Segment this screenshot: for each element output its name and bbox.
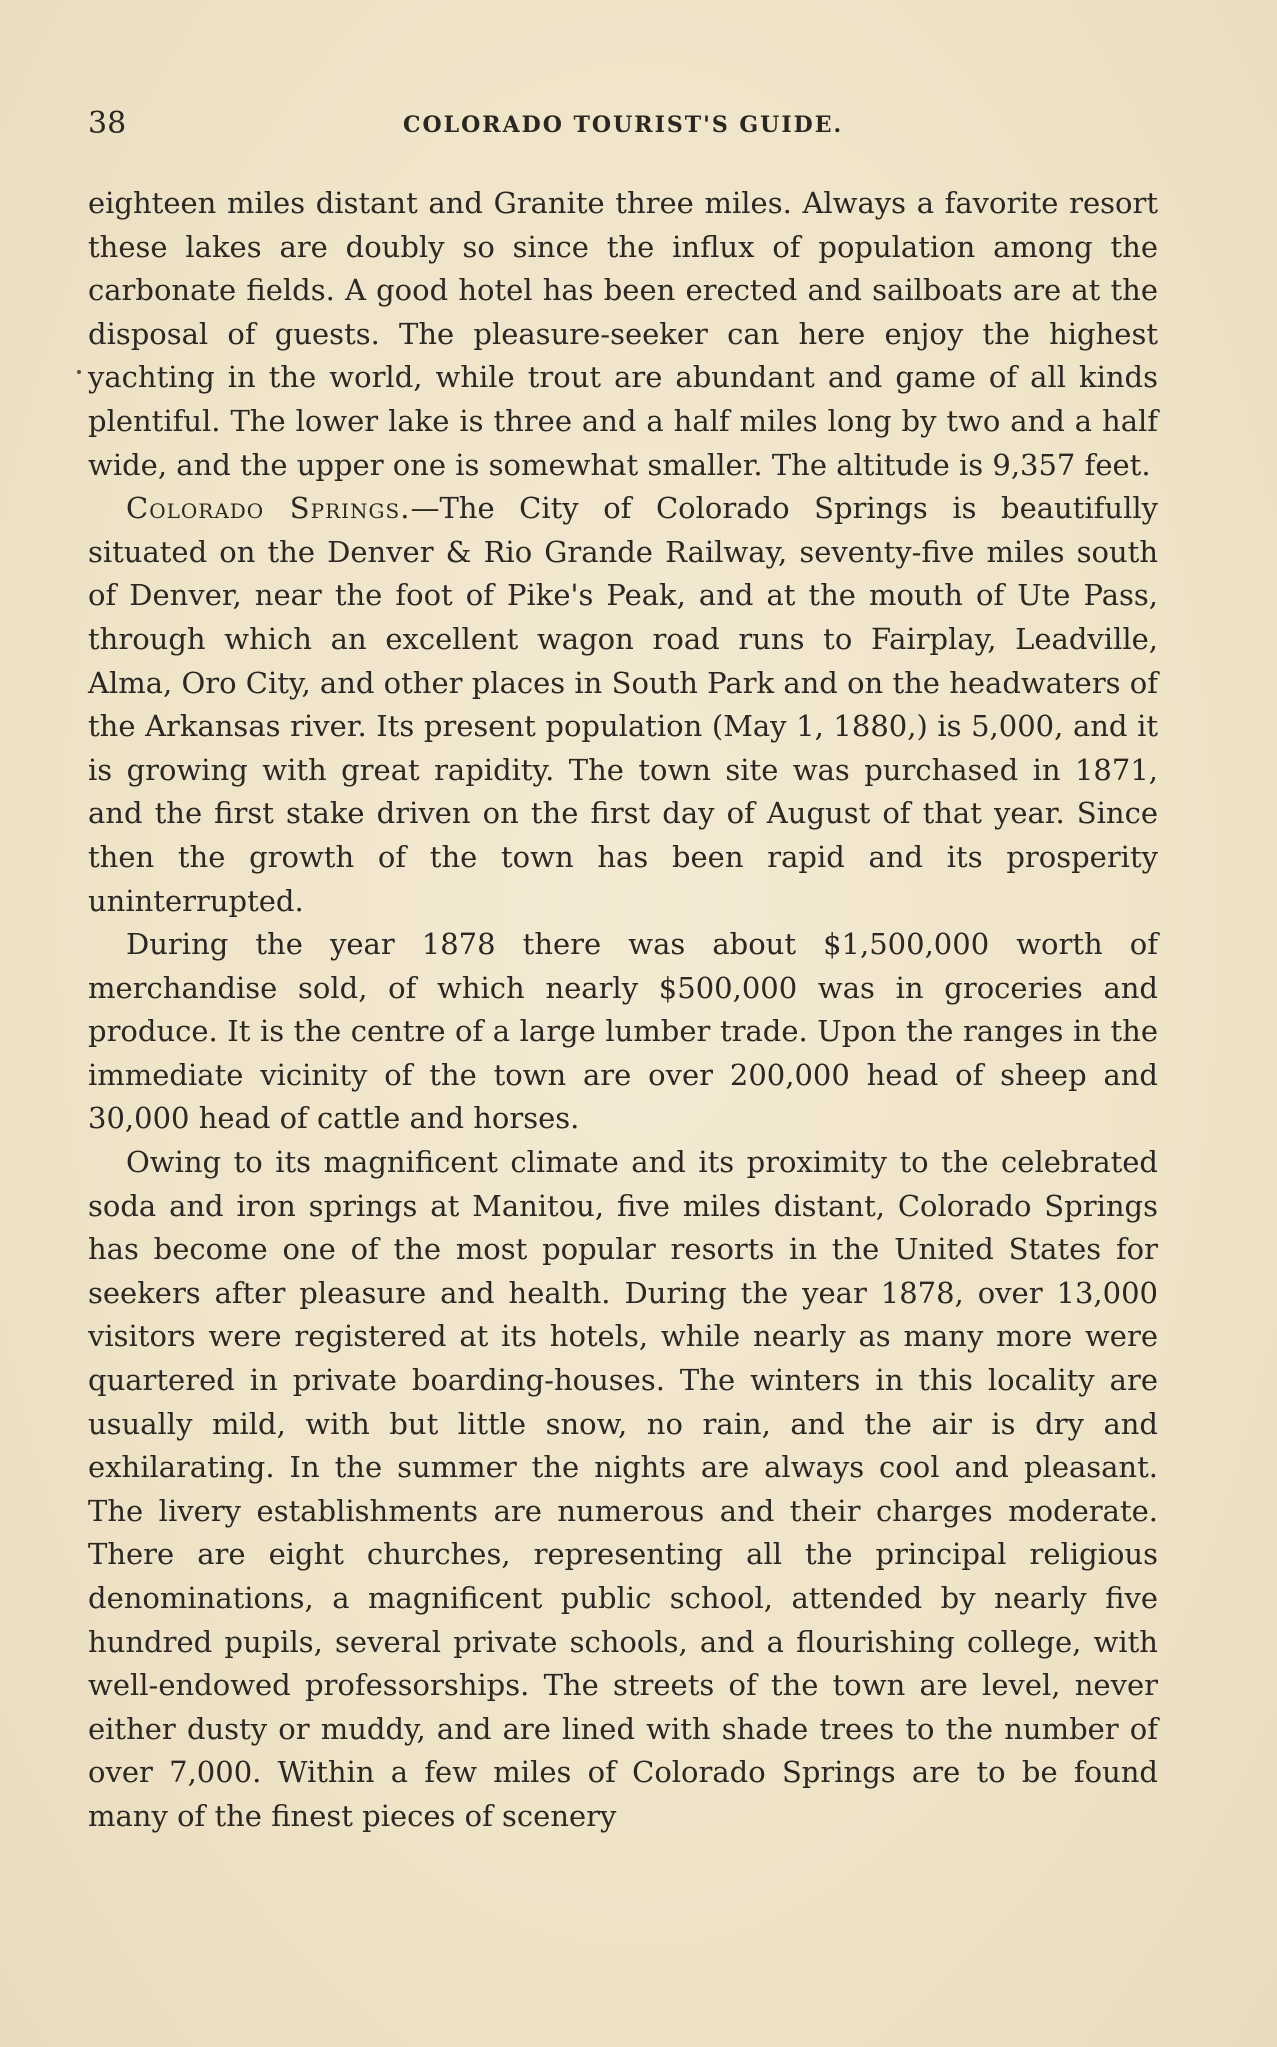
paragraph-colorado-springs-text: —The City of Colorado Springs is beautifully situated on the Denver & Rio Grande Railway, seventy-five miles south of Denver, near the foot of Pike's Peak, and at the mouth of Ute Pass, through which an excellent wagon road runs to Fairplay, Leadville, Alma, Oro City, and other places in South Park and on the headwaters of the Arkansas river. Its present population (May 1, 1880,) is 5,000, and it is growing with great rapidity. The town site was purchased in 1871, and the first stake driven on the first day of August of that year. Since then the growth of the town has been rapid and its prosperity uninterrupted. [88,491,1159,918]
paragraph-climate: Owing to its magnificent climate and its proximity to the celebrated soda and iron springs at Manitou, five miles distant, Colorado Springs has become one of the most popular resorts in the United States for seekers after pleasure and health. During the year 1878, over 13,000 visitors were registered at its hotels, while nearly as many more were quartered in private boarding-houses. The winters in this locality are usually mild, with but little snow, no rain, and the air is dry and exhilarating. In the summer the nights are always cool and pleasant. The livery establishments are numerous and their charges moderate. There are eight churches, representing all the principal religious denominations, a magnificent public school, attended by nearly five hundred pupils, several private schools, and a flourishing college, with well-endowed professorships. The streets of the town are level, never either dusty or muddy, and are lined with shade trees to the number of over 7,000. Within a few miles of Colorado Springs are to be found many of the finest pieces of scenery [88,1145,1158,1833]
paragraph-colorado-springs [88,487,1158,923]
page-number: 38 [88,106,127,141]
paragraph-commerce: During the year 1878 there was about $1,500,000 worth of merchandise sold, of which nearly $500,000 was in groceries and produce. It is the centre of a large lumber trade. Upon the ranges in the immediate vicinity of the town are over 200,000 head of sheep and 30,000 head of cattle and horses. [88,927,1158,1136]
body-text [88,182,1158,1839]
paragraph-lakes: eighteen miles distant and Granite three miles. Always a favorite resort these lakes are doubly so since the influx of population among the carbonate fields. A good hotel has been erected and sailboats are at the disposal of guests. The pleasure-seeker can here enjoy the highest yachting in the world, while trout are abundant and game of all kinds plentiful. The lower lake is three and a half miles long by two and a half wide, and the upper one is somewhat smaller. The altitude is 9,357 feet. [88,186,1158,482]
section-heading-colorado-springs: Colorado Springs. [126,491,411,526]
running-head [88,100,1153,150]
running-title: COLORADO TOURIST'S GUIDE. [403,112,844,138]
margin-mark [77,370,81,374]
